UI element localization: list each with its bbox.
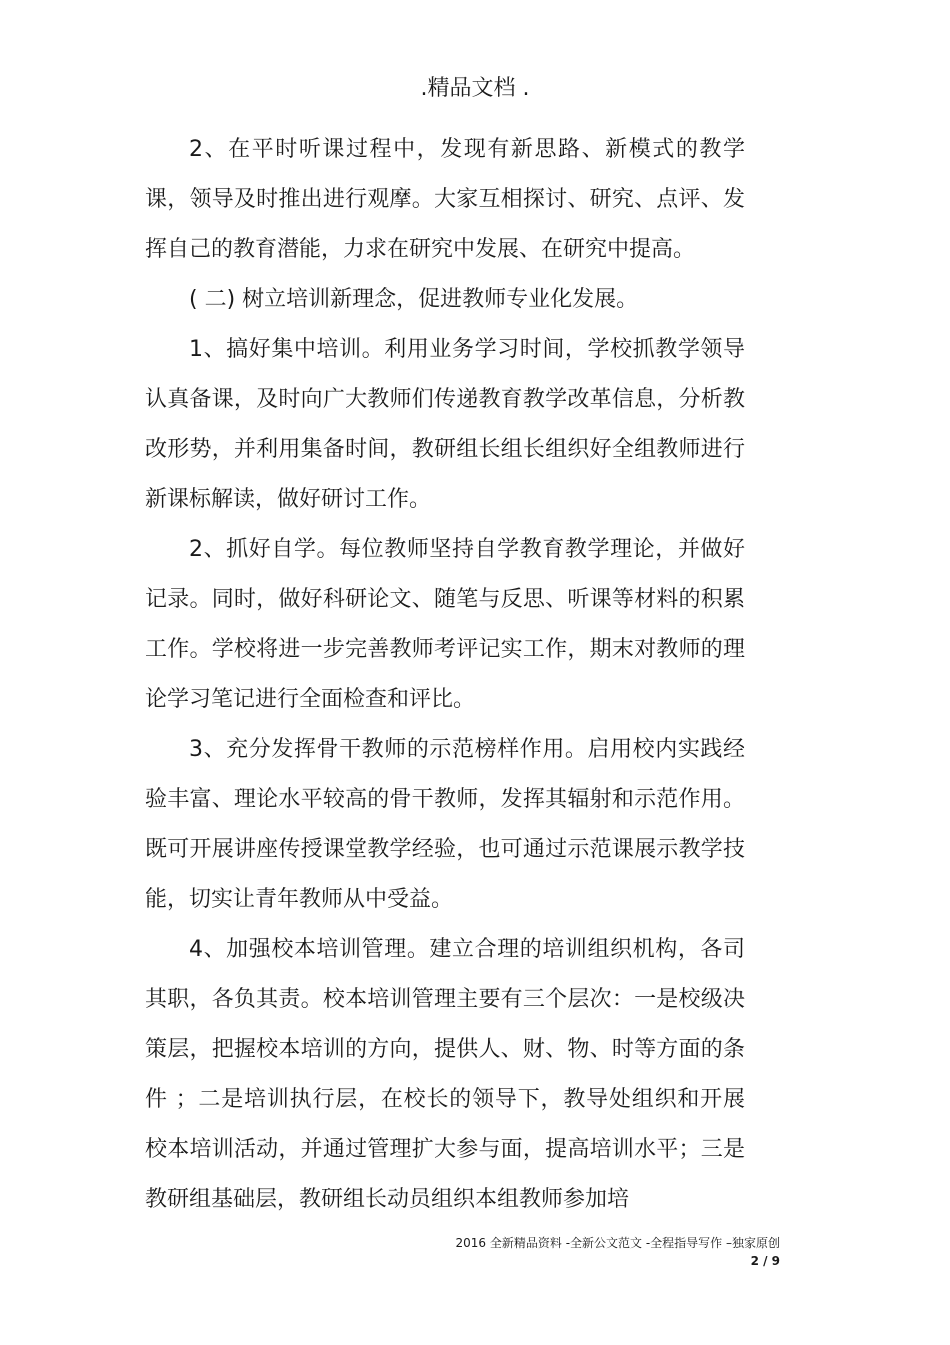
footer-text: 2016 全新精品资料 -全新公文范文 -全程指导写作 –独家原创 [455, 1236, 780, 1250]
section-heading: ( 二) 树立培训新理念，促进教师专业化发展。 [189, 287, 639, 312]
paragraph: 4、加强校本培训管理。建立合理的培训组织机构，各司其职，各负其责。校本培训管理主要有三个层次：一是校级决策层，把握校本培训的方向，提供人、财、物、时等方面的条件 ；二是培训执行层，在校长的领导下，教导处组织和开展校本培训活动，并通过管理扩大参与面，提高培训水平；三是教研组基础层，教研组长动员组织本组教师参加培 [145, 937, 745, 1212]
paragraph: 2、抓好自学。每位教师坚持自学教育教学理论，并做好记录。同时，做好科研论文、随笔与反思、听课等材料的积累工作。学校将进一步完善教师考评记实工作，期末对教师的理论学习笔记进行全面检查和评比。 [145, 537, 745, 712]
document-body [145, 125, 745, 1225]
page-header: .精品文档 . [420, 76, 530, 101]
paragraph: 1、搞好集中培训。利用业务学习时间，学校抓教学领导认真备课，及时向广大教师们传递教育教学改革信息，分析教改形势，并利用集备时间，教研组长组长组织好全组教师进行新课标解读，做好研讨工作。 [145, 337, 745, 512]
paragraph: 3、充分发挥骨干教师的示范榜样作用。启用校内实践经验丰富、理论水平较高的骨干教师，发挥其辐射和示范作用。既可开展讲座传授课堂教学经验，也可通过示范课展示教学技能，切实让青年教师从中受益。 [145, 737, 745, 912]
page-number: 2 / 9 [750, 1254, 780, 1268]
paragraph: 2、在平时听课过程中，发现有新思路、新模式的教学课，领导及时推出进行观摩。大家互相探讨、研究、点评、发挥自己的教育潜能，力求在研究中发展、在研究中提高。 [145, 137, 745, 262]
